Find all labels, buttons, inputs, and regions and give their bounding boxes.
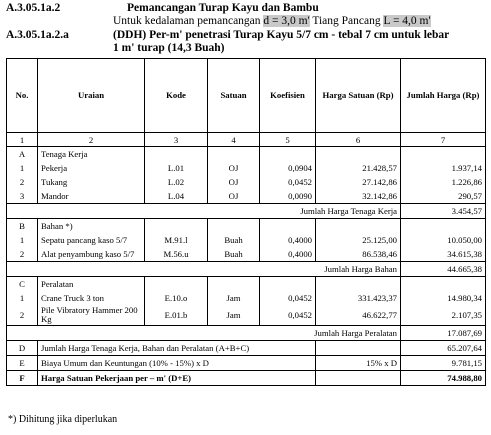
row-satuan: Buah <box>208 247 260 262</box>
row-koefisien: 0,4000 <box>260 247 316 262</box>
subtotal-label: Jumlah Harga Bahan <box>7 262 401 277</box>
summary-row-e <box>7 356 486 371</box>
summary-value: 74.988,80 <box>401 371 486 386</box>
row-no: 3 <box>7 189 38 204</box>
section-header-row <box>7 277 486 292</box>
column-number: 4 <box>208 133 260 147</box>
table-header-row <box>7 59 486 133</box>
section-title: Bahan *) <box>38 219 145 234</box>
subtotal-value: 44.665,38 <box>401 262 486 277</box>
summary-letter: D <box>7 341 38 356</box>
row-koefisien: 0,4000 <box>260 233 316 247</box>
header-jumlah-harga: Jumlah Harga (Rp) <box>401 59 486 133</box>
row-harga: 86.538,46 <box>316 247 401 262</box>
header-koefisien: Koefisien <box>260 59 316 133</box>
subtotal-row <box>7 204 486 219</box>
section-title: Tenaga Kerja <box>38 147 145 162</box>
row-uraian: Mandor <box>38 189 145 204</box>
row-no: 1 <box>7 233 38 247</box>
ahsp-table <box>6 58 486 386</box>
row-kode: M.91.l <box>145 233 208 247</box>
footnote: *) Dihitung jika diperlukan <box>8 414 118 425</box>
subtotal-value: 3.454,57 <box>401 204 486 219</box>
header-kode: Kode <box>145 59 208 133</box>
section-title: Peralatan <box>38 277 145 292</box>
row-harga: 27.142,86 <box>316 175 401 189</box>
row-jumlah: 1.226,86 <box>401 175 486 189</box>
row-jumlah: 1.937,14 <box>401 161 486 175</box>
row-koefisien: 0,0452 <box>260 175 316 189</box>
row-koefisien: 0,0452 <box>260 305 316 326</box>
column-number: 7 <box>401 133 486 147</box>
row-satuan: Buah <box>208 233 260 247</box>
row-uraian: Alat penyambung kaso 5/7 <box>38 247 145 262</box>
subtotal-label: Jumlah Harga Tenaga Kerja <box>7 204 401 219</box>
header-uraian: Uraian <box>38 59 145 133</box>
row-no: 2 <box>7 305 38 326</box>
row-kode: E.01.b <box>145 305 208 326</box>
header-harga-satuan: Harga Satuan (Rp) <box>316 59 401 133</box>
summary-label: Biaya Umum dan Keuntungan (10% - 15%) x D <box>38 356 316 371</box>
row-satuan: OJ <box>208 189 260 204</box>
row-kode: M.56.u <box>145 247 208 262</box>
row-koefisien: 0,0904 <box>260 161 316 175</box>
item-description <box>113 15 431 28</box>
summary-letter: E <box>7 356 38 371</box>
row-no: 2 <box>7 247 38 262</box>
item-title: Pemancangan Turap Kayu dan Bambu <box>127 2 319 14</box>
summary-extra <box>316 341 401 356</box>
row-koefisien: 0,0090 <box>260 189 316 204</box>
row-uraian: Pekerja <box>38 161 145 175</box>
row-uraian: Pile Vibratory Hammer 200 Kg <box>38 305 145 326</box>
summary-extra <box>316 371 401 386</box>
column-number: 6 <box>316 133 401 147</box>
column-number: 3 <box>145 133 208 147</box>
depth-value: d = 3,0 m' <box>263 15 310 27</box>
table-row <box>7 291 486 305</box>
pile-length-value: L = 4,0 m' <box>383 15 431 27</box>
row-uraian: Sepatu pancang kaso 5/7 <box>38 233 145 247</box>
table-row <box>7 305 486 326</box>
row-satuan: Jam <box>208 305 260 326</box>
row-harga: 32.142,86 <box>316 189 401 204</box>
column-number: 2 <box>38 133 145 147</box>
table-row <box>7 175 486 189</box>
row-harga: 46.622,77 <box>316 305 401 326</box>
section-header-row <box>7 219 486 234</box>
row-uraian: Crane Truck 3 ton <box>38 291 145 305</box>
item-code: A.3.05.1a.2 <box>6 2 61 14</box>
header-satuan: Satuan <box>208 59 260 133</box>
summary-label: Jumlah Harga Tenaga Kerja, Bahan dan Peralatan (A+B+C) <box>38 341 316 356</box>
column-number-row <box>7 133 486 147</box>
column-number: 1 <box>7 133 38 147</box>
row-harga: 21.428,57 <box>316 161 401 175</box>
table-row <box>7 189 486 204</box>
header-no: No. <box>7 59 38 133</box>
row-no: 1 <box>7 161 38 175</box>
row-kode: L.02 <box>145 175 208 189</box>
summary-label: Harga Satuan Pekerjaan per – m' (D+E) <box>38 371 316 386</box>
row-no: 2 <box>7 175 38 189</box>
table-row <box>7 161 486 175</box>
row-harga: 25.125,00 <box>316 233 401 247</box>
summary-value: 9.781,15 <box>401 356 486 371</box>
row-satuan: OJ <box>208 161 260 175</box>
column-number: 5 <box>260 133 316 147</box>
summary-extra: 15% x D <box>316 356 401 371</box>
row-kode: L.04 <box>145 189 208 204</box>
summary-row-f <box>7 371 486 386</box>
row-jumlah: 34.615,38 <box>401 247 486 262</box>
table-row <box>7 247 486 262</box>
section-letter: A <box>7 147 38 162</box>
row-kode: L.01 <box>145 161 208 175</box>
sub-item-title-line2: 1 m' turap (14,3 Buah) <box>113 42 225 54</box>
row-no: 1 <box>7 291 38 305</box>
summary-letter: F <box>7 371 38 386</box>
section-letter: C <box>7 277 38 292</box>
description-text-2: Tiang Pancang <box>309 15 384 27</box>
row-satuan: OJ <box>208 175 260 189</box>
summary-row-d <box>7 341 486 356</box>
row-jumlah: 14.980,34 <box>401 291 486 305</box>
row-jumlah: 2.107,35 <box>401 305 486 326</box>
row-harga: 331.423,37 <box>316 291 401 305</box>
description-text: Untuk kedalaman pemancangan <box>113 15 264 27</box>
section-letter: B <box>7 219 38 234</box>
row-kode: E.10.o <box>145 291 208 305</box>
subtotal-row <box>7 326 486 341</box>
row-jumlah: 290,57 <box>401 189 486 204</box>
row-uraian: Tukang <box>38 175 145 189</box>
row-koefisien: 0,0452 <box>260 291 316 305</box>
sub-item-title-line1: (DDH) Per-m' penetrasi Turap Kayu 5/7 cm - tebal 7 cm untuk lebar <box>113 29 450 41</box>
summary-value: 65.207,64 <box>401 341 486 356</box>
subtotal-label: Jumlah Harga Peralatan <box>7 326 401 341</box>
section-header-row <box>7 147 486 162</box>
sub-item-code: A.3.05.1a.2.a <box>6 29 69 41</box>
table-row <box>7 233 486 247</box>
row-satuan: Jam <box>208 291 260 305</box>
subtotal-value: 17.087,69 <box>401 326 486 341</box>
row-jumlah: 10.050,00 <box>401 233 486 247</box>
subtotal-row <box>7 262 486 277</box>
